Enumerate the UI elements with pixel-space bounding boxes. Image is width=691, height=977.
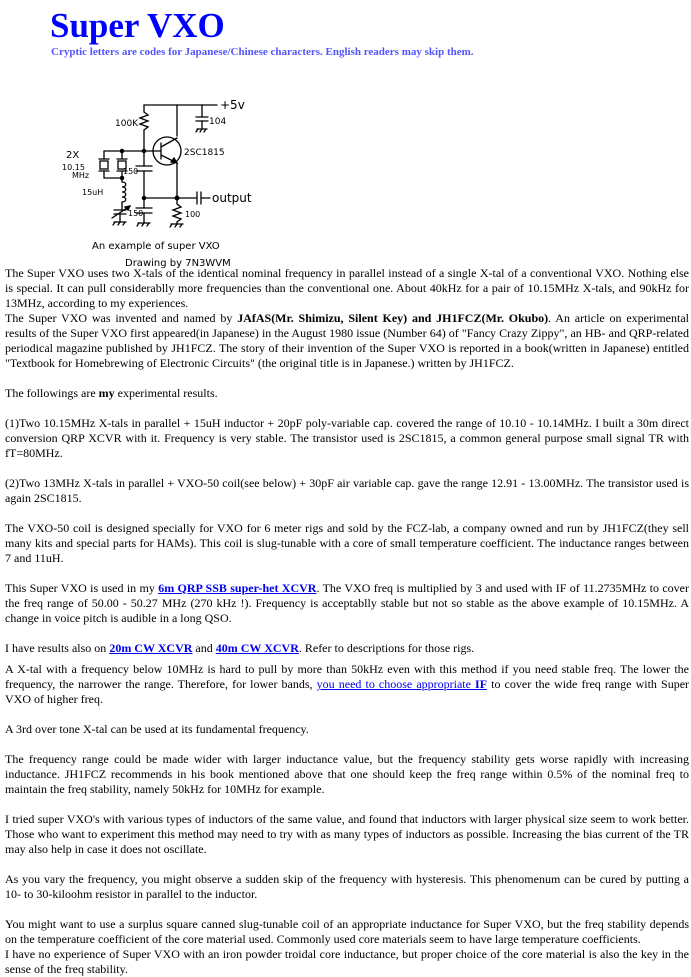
link-choose-appropriate-if[interactable]: you need to choose appropriate IF [316, 677, 488, 691]
page-title: Super VXO [50, 6, 225, 45]
paragraph-canned-coil: You might want to use a surplus square canned slug-tunable coil of an appropriate inductance for Super VXO, but the freq stability depends on the temperature coefficient of the core material used. Commonly used core materials seem to have large temperature coefficients. [5, 917, 689, 946]
label-bias-resistor: 100K [115, 119, 139, 129]
bias-resistor [140, 112, 148, 130]
label-crystal-unit: MHz [72, 171, 90, 180]
schematic-caption-2: Drawing by 7N3WVM [125, 258, 231, 269]
paragraph-6m-xcvr: This Super VXO is used in my 6m QRP SSB super-het XCVR. The VXO freq is multiplied by 3 and used with IF of 11.2735MHz to cover the freq range of 50.00 - 50.27 MHz (270 kHz !). Frequency is acceptablly stable but not so stable as the above example of 10.15MHz. A change in voice pitch is audible in a long QSO. [5, 581, 690, 625]
inductor [122, 182, 126, 202]
paragraph-toroidal-core: I have no experience of Super VXO with an iron powder troidal core inductance, but proper choice of the core material is also the key in the sense of the freq stability. [5, 947, 689, 976]
label-bypass-cap: 104 [209, 117, 227, 127]
link-40m-cw-xcvr[interactable]: 40m CW XCVR [215, 641, 299, 655]
paragraph-hysteresis: As you vary the frequency, you might observe a sudden skip of the frequency with hysteresis. This phenomenum can be cured by putting a 10- to 30-kiloohm resistor in parallel to the inductor. [5, 872, 689, 901]
paragraph-overtone: A 3rd over tone X-tal can be used at its fundamental frequency. [5, 722, 309, 736]
label-crystal-freq: 10.15 [62, 163, 85, 172]
link-20m-cw-xcvr[interactable]: 20m CW XCVR [109, 641, 193, 655]
label-upper-cap: 150 [123, 167, 139, 176]
paragraph-vxo50-coil: The VXO-50 coil is designed specially for VXO for 6 meter rigs and sold by the FCZ-lab, a company owned and run by JH1FCZ(they sell many kits and special parts for HAMs). This coil is slug-tunable with a core of small temperature coefficient. The inductance ranges between 7 and 11uH. [5, 521, 689, 565]
paragraph-low-freq: A X-tal with a frequency below 10MHz is hard to pull by more than 50kHz even with this method if you need stable freq. The lower the frequency, the narrower the range. Therefore, for lower bands, you need to choose appropriate IF to cover the wide freq range with Super VXO of higher freq. [5, 662, 690, 706]
paragraph-other-rigs: I have results also on 20m CW XCVR and 40m CW XCVR. Refer to descriptions for those rigs. [5, 641, 475, 655]
paragraph-results-intro: The followings are my experimental results. [5, 386, 218, 400]
crystal-1 [100, 161, 108, 169]
paragraph-inductor-types: I tried super VXO's with various types of inductors of the same value, and found that inductors with larger physical size seem to work better. Those who want to experiment this method may need to try with as many types of inductors as possible. Increasing the bias current of the TR may also help in case it does not oscillate. [5, 812, 689, 856]
emitter-resistor [173, 198, 181, 224]
article-body [5, 266, 689, 977]
label-output: output [212, 191, 252, 205]
paragraph-history: The Super VXO was invented and named by JAfAS(Mr. Shimizu, Silent Key) and JH1FCZ(Mr. Okubo). An article on experimental results of the Super VXO first appeared(in Japanese) in the August 1980 issue (Number 64) of "Fancy Crazy Zippy", an HB- and QRP-related periodical magazine published by JH1FCZ. The story of their invention of the Super VXO is reported in a book(written in Japanese) entitled "Textbook for Homebrewing of Electronic Circuits" (the original title is in Japanese.) written by JH1FCZ. [5, 311, 689, 370]
page-subtitle: Cryptic letters are codes for Japanese/Chinese characters. English readers may skip them. [51, 46, 474, 58]
link-6m-qrp-ssb-xcvr[interactable]: 6m QRP SSB super-het XCVR [158, 581, 317, 595]
label-transistor: 2SC1815 [184, 148, 225, 158]
schematic-caption-1: An example of super VXO [92, 241, 220, 252]
inventors-names: JAfAS(Mr. Shimizu, Silent Key) and JH1FCZ(Mr. Okubo) [237, 311, 549, 325]
label-lower-cap: 150 [128, 209, 144, 218]
label-crystal-count: 2X [66, 150, 80, 161]
paragraph-intro: The Super VXO uses two X-tals of the identical nominal frequency in parallel instead of a single X-tal of a conventional VXO. Nothing else is special. It can pull considerablly more frequencies than the conventional one. About 40kHz for a pair of 10.15MHz X-tals, and 90kHz for 13MHz, according to my experiences. [5, 266, 689, 310]
paragraph-result-2: (2)Two 13MHz X-tals in parallel + VXO-50 coil(see below) + 30pF air variable cap. gave the range 12.91 - 13.00MHz. The transistor used is again 2SC1815. [5, 476, 689, 505]
label-inductor: 15uH [82, 188, 104, 197]
paragraph-inductance: The frequency range could be made wider with larger inductance value, but the frequency stability gets worse rapidly with increasing inductance. JH1FCZ recommends in his book mentioned above that one should keep the freq range within 0.5% of the nominal freq to maintain the freq stability, namely 50kHz for 10MHz for example. [5, 752, 689, 796]
super-vxo-schematic [52, 86, 282, 271]
label-emitter-resistor: 100 [185, 210, 201, 219]
paragraph-result-1: (1)Two 10.15MHz X-tals in parallel + 15uH inductor + 20pF poly-variable cap. covered the range of 10.10 - 10.14MHz. I built a 30m direct conversion QRP XCVR with it. Frequency is very stable. The transistor used is 2SC1815, a common general purpose small signal TR with fT=80MHz. [5, 416, 689, 460]
label-supply: +5v [220, 98, 245, 112]
